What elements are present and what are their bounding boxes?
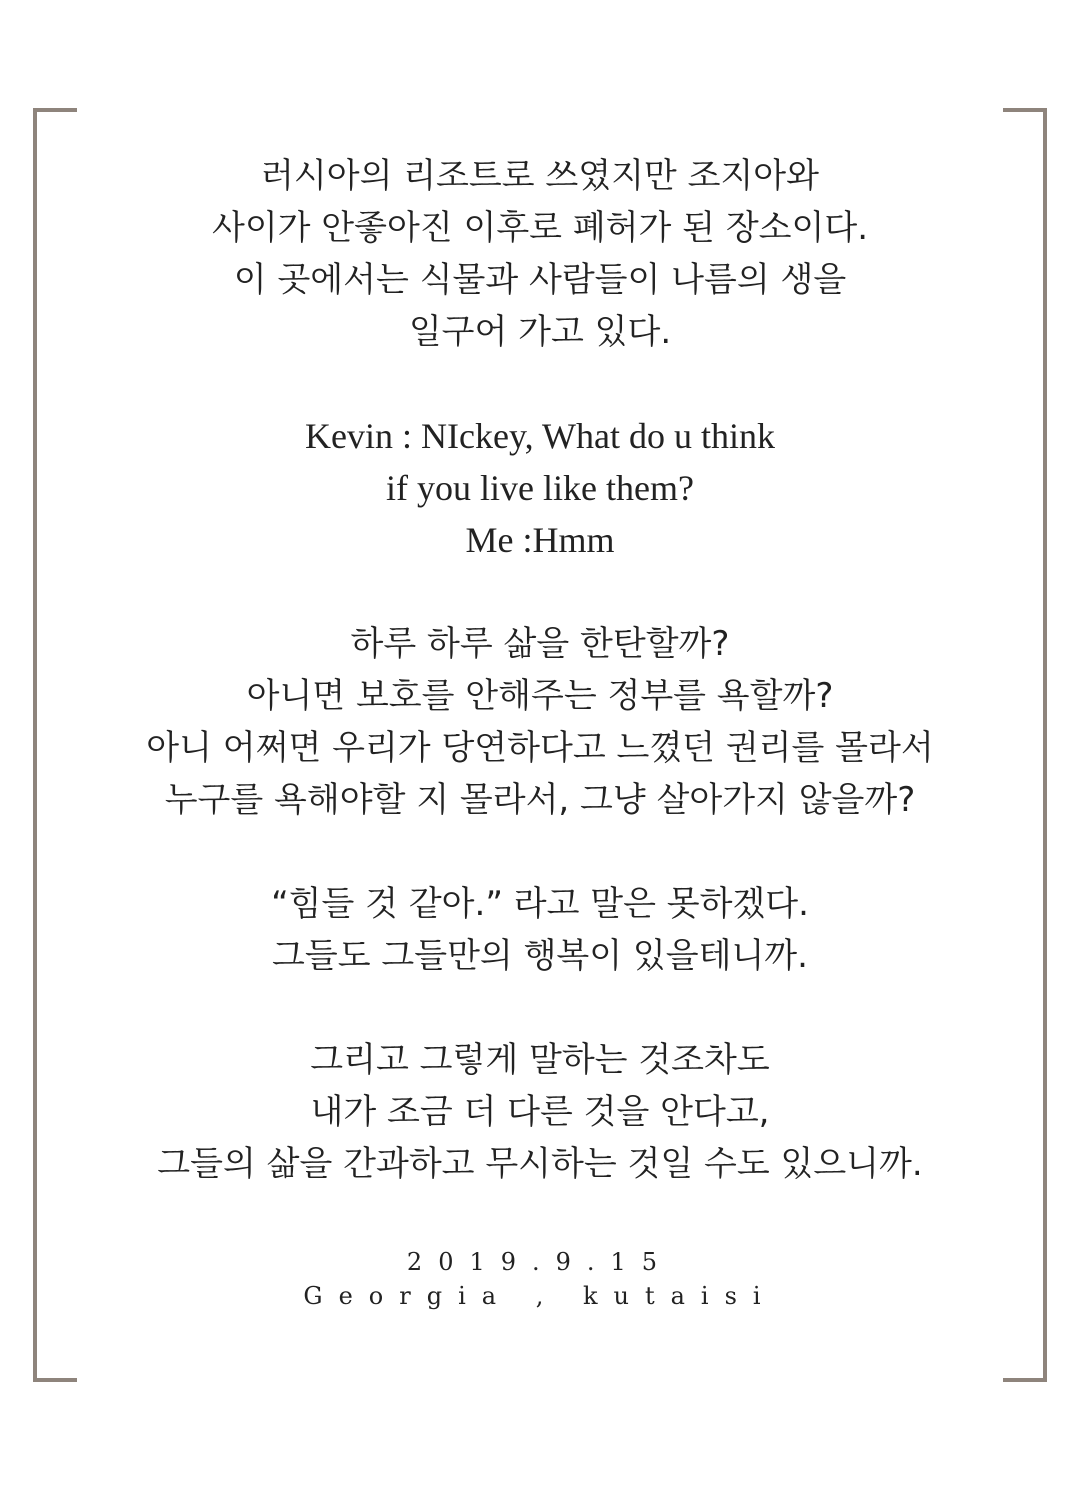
stanza-spacer xyxy=(0,982,1080,1034)
poem-line: “힘들 것 같아.” 라고 말은 못하겠다. xyxy=(271,884,809,924)
poem-body xyxy=(0,150,1080,1190)
dialogue-line: Me :Hmm xyxy=(465,520,615,560)
stanza-3 xyxy=(0,618,1080,826)
stanza-spacer xyxy=(0,358,1080,410)
poem-line: 그들의 삶을 간과하고 무시하는 것일 수도 있으니까. xyxy=(157,1144,923,1184)
poem-line: 누구를 욕해야할 지 몰라서, 그냥 살아가지 않을까? xyxy=(164,780,916,820)
poem-line: 러시아의 리조트로 쓰였지만 조지아와 xyxy=(261,156,819,196)
poem-line: 이 곳에서는 식물과 사람들이 나름의 생을 xyxy=(233,260,847,300)
poem-line: 그들도 그들만의 행복이 있을테니까. xyxy=(272,936,808,976)
poem-line: 일구어 가고 있다. xyxy=(408,312,672,352)
signature-date: 2019.9.15 xyxy=(406,1248,674,1276)
dialogue-line: Kevin : NIckey, What do u think xyxy=(305,416,775,456)
stanza-4 xyxy=(0,878,1080,982)
poem-line: 아니면 보호를 안해주는 정부를 욕할까? xyxy=(246,676,834,716)
stanza-1 xyxy=(0,150,1080,358)
poem-line: 하루 하루 삶을 한탄할까? xyxy=(350,624,730,664)
poem-line: 사이가 안좋아진 이후로 폐허가 된 장소이다. xyxy=(211,208,869,248)
stanza-2-dialogue xyxy=(0,410,1080,566)
stanza-spacer xyxy=(0,566,1080,618)
stanza-5 xyxy=(0,1034,1080,1190)
poem-line: 내가 조금 더 다른 것을 안다고, xyxy=(310,1092,770,1132)
stanza-spacer xyxy=(0,826,1080,878)
signature-place: Georgia , kutaisi xyxy=(303,1282,777,1310)
signature-block xyxy=(0,1245,1080,1313)
dialogue-line: if you live like them? xyxy=(386,468,694,508)
poem-line: 아니 어쩌면 우리가 당연하다고 느꼈던 권리를 몰라서 xyxy=(146,728,934,768)
poem-line: 그리고 그렇게 말하는 것조차도 xyxy=(310,1040,770,1080)
